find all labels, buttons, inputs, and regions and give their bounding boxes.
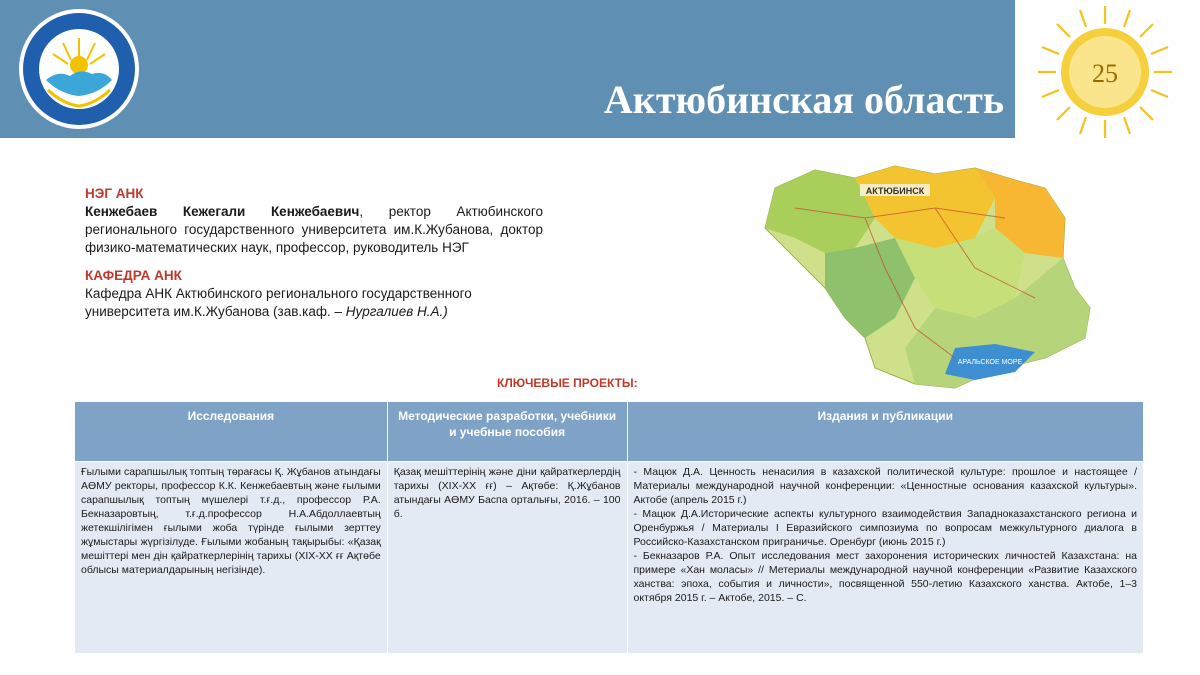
research-cell: Ғылыми сарапшылық топтың төрағасы Қ. Жұбанов атындағы АӨМУ ректоры, профессор К.К. Кенжебаевтың және ғылыми сарапшылық топтың мүшелері т.ғ.д., профессор Р.А. Бекназаровтың, т.ғ.д.профессор Н.А.Абдоллаевтың жетекшілігімен ғылыми жоба түрінде ғылыми зерттеу жұмыстары жүргізілуде. Ғылыми жобаның тақырыбы: «Қазақ мешіттері мен дін қайраткерлерінің тарихы (XIX-XX ғғ Ақтөбе облысы материалдарының негізінде). xyxy=(75,462,388,654)
page-title: Актюбинская область xyxy=(603,77,1004,122)
badge-number: 25 xyxy=(1092,59,1118,88)
column-header-methodical: Методические разработки, учебники и учебные пособия xyxy=(387,402,627,462)
region-map xyxy=(745,148,1100,406)
neg-paragraph xyxy=(85,203,543,257)
neg-leader-name: Кенжебаев Кежегали Кенжебаевич xyxy=(85,204,360,219)
info-block xyxy=(85,185,543,321)
projects-table xyxy=(74,401,1144,654)
neg-heading: НЭГ АНК xyxy=(85,186,144,201)
map-region-label: АКТЮБИНСК xyxy=(865,186,925,196)
methodical-cell: Қазақ мешіттерінің және діни қайраткерлердің тарихы (XIX-XX ғғ) – Ақтөбе: Қ.Жұбанов атындағы АӨМУ Баспа орталығы, 2016. – 100 б. xyxy=(387,462,627,654)
department-paragraph xyxy=(85,285,543,321)
map-sea-label: АРАЛЬСКОЕ МОРЕ xyxy=(957,359,1023,366)
publication-item: - Мацюк Д.А.Исторические аспекты культурного взаимодействия Западноказахстанского региона и Оренбуржья / Материалы I Евразийского симпозиума по вопросам межкультурного диалога в Российско-Казахстанском приграничье. Оренбург (июнь 2015 г.) xyxy=(633,508,1137,548)
department-text: Кафедра АНК Актюбинского регионального государственного университета им.К.Жубанова (зав.каф. – xyxy=(85,286,472,319)
neg-leader-description: , ректор Актюбинского регионального государственного университета им.К.Жубанова, доктор физико-математических наук, профессор, руководитель НЭГ xyxy=(85,204,543,255)
publications-cell xyxy=(627,462,1144,654)
sun-25-anniversary-icon xyxy=(1030,2,1180,142)
projects-title: КЛЮЧЕВЫЕ ПРОЕКТЫ: xyxy=(497,376,638,390)
table-header-row xyxy=(75,402,1144,462)
publication-item: - Мацюк Д.А. Ценность ненасилия в казахской политической культуре: прошлое и настоящее / Материалы международной научной конференции: «Ценностные основания казахской культуры». Актобе (апрель 2015 г.) xyxy=(633,466,1137,506)
department-head-name: Нургалиев Н.А.) xyxy=(345,304,448,319)
department-heading: КАФЕДРА АНК xyxy=(85,268,182,283)
column-header-publications: Издания и публикации xyxy=(627,402,1144,462)
kazakhstan-assembly-emblem-icon xyxy=(18,8,140,130)
column-header-research: Исследования xyxy=(75,402,388,462)
publication-item: - Бекназаров Р.А. Опыт исследования мест захоронения исторических личностей Казахстана: на примере «Хан моласы» // Метериалы международной научной конференции «Развитие Казахского ханства: эпоха, события и личности», посвященной 550-летию Казахского ханства. Актобе, 1–3 октября 2015 г. – Актобе, 2015. – С. xyxy=(633,550,1137,604)
table-row xyxy=(75,462,1144,654)
